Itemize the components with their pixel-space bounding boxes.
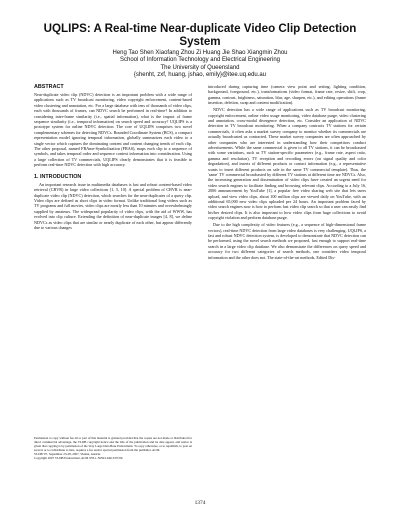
author-emails: {shenht, zxf, huang, jshao, emily}@itee.uq.edu.au	[133, 72, 267, 79]
right-column	[208, 84, 366, 262]
page-number: 1374	[194, 500, 206, 506]
body-paragraph-1: introduced during capturing time (camera view point and setting, lighting condition, background, foreground, etc.), transformations (video format, frame rate, resize, shift, crop, gamma, contrast, brightness, saturation, blur, age, sharpen, etc.), and editing operations (frame insertion, deletion, swap and content modification).	[208, 84, 366, 106]
introduction-paragraph: An important research issue in multimedia databases is fast and robust content-based video retrieval (CBVR) in large video collections [1, 5, 10]. A special problem of CBVR is near-duplicate video clip (NDVC) detection, which searches for the near-duplicates of a query clip. Video clips are defined as short clips in video format. Unlike traditional long videos such as TV programs and full movies, video clips are mostly less than 10 minutes and overwhelmingly supplied by amateurs. The widespread popularity of video clips, with the aid of WWW, has evolved into clip culture. Extending the definition of near-duplicate images [4, 8], we define NDVCs as video clips that are similar or nearly duplicate of each other, but appear differently due to various changes	[34, 181, 192, 230]
conference-line: VLDB '07, September 23-28, 2007, Vienna, Austria.	[34, 452, 101, 457]
affiliation-department: School of Information Technology and Electrical Engineering	[120, 57, 280, 64]
affiliation-university: The University of Queensland	[160, 64, 240, 71]
body-paragraph-2: NDVC detection has a wide range of applications such as TV broadcast monitoring, copyright enforcement, online video usage monitoring, video database purge, video clustering and annotation, cross-modal divergence detection, etc. Consider an application of NDVC detection in TV broadcast monitoring. When a company contracts TV stations for certain commercials, it often asks a market survey company to monitor whether its commercials are actually broadcasted as contracted. These market survey companies are often approached by other companies who are interested in understanding how their competitors conduct advertisements. While the same commercial is given to all TV stations, it can be broadcasted with some variations, such as TV station-specific parameters (e.g., frame rate, aspect ratio, gamma and resolution), TV reception and recording errors (on signal quality and color degradation), and inserts of different products or contact information (e.g., a representative wants to insert different products on sale in the same TV commercial template). Thus, the 'same' TV commercial broadcasted by different TV stations at different time are NDVCs. Also, the increasing generation and dissemination of video clips have created an urgent need for video search engines to facilitate finding and browsing relevant clips. According to a July 16, 2006 announcement by YouTube [1], a popular free video sharing web site that lets users upload, and view video clips, about 100 million clips are viewed daily on YouTube, with an additional 65,000 new video clips uploaded per 24 hours. An important problem faced by video search engines now is how to perform fast video clip search so that a user can easily find his/her desired clips. It is also important to how video clips from huge collections to avoid copyright violation and perform database purge.	[208, 107, 366, 221]
introduction-heading: 1. INTRODUCTION	[34, 173, 82, 180]
paper-title: UQLIPS: A Real-time Near-duplicate Video Clip Detection System	[43, 22, 357, 48]
permission-notice: Permission to copy without fee all or part of this material is granted provided that the copies are not made or distributed for direct commercial advantage, the VLDB copyright notice and the title of the publication and its date appear, and notice is given that copying is by permission of the Very Large Data Base Endowment. To copy otherwise, or to republish, to post on servers or to redistribute to lists, requires a fee and/or special permission from the publisher, ACM.	[34, 436, 192, 453]
copyright-line: Copyright 2007 VLDB Endowment, ACM 978-1-59593-649-3/07/09.	[34, 456, 124, 461]
abstract-body: Near-duplicate video clip (NDVC) detection is an important problem with a wide range of applications such as TV broadcast monitoring, video copyright enforcement, content-based video clustering and annotation, etc. For a large database with tens of thousands of video clips, each with thousands of frames, can NDVC search be performed in real-time? In addition to considering inter-frame similarity (i.e., spatial information), what is the impact of frame sequence similarity (i.e., temporal information) on search speed and accuracy? UQLIPS is a prototype system for online NDVC detection. The core of UQLIPS comprises two novel complementary schemes for detecting NDVCs. Bounded Coordinate System (BCS), a compact representation model ignoring temporal information, globally summarizes each video to a single vector which captures the dominating content and content changing trends of each clip. The other proposal, named FRAme-Symbolization (FRAS), maps each clip to a sequence of symbols, and takes temporal order and sequence context information into consideration. Using a large collection of TV commercials, UQLIPS clearly demonstrates that it is feasible to perform real-time NDVC detection with high accuracy.	[34, 92, 192, 168]
copyright-footnote	[34, 436, 192, 461]
author-block	[40, 50, 360, 80]
left-column	[34, 84, 192, 232]
abstract-heading: ABSTRACT	[34, 84, 64, 90]
body-paragraph-3: Due to the high complexity of video features (e.g., a sequence of high-dimensional frame vectors), real-time NDVC detection from large video databases is very challenging. UQLIPS, a fast and robust NDVC detection system, is developed to demonstrate that NDVC detection can be performed, using the novel search methods we proposed, fast enough to support real-time search in a large video clip database. We also demonstrate the differences on query speed and accuracy for two different categories of search methods, one considers video temporal information and the other does not. The state-of-the-art methods, Edited Dis-	[208, 222, 366, 260]
author-names: Heng Tao Shen Xiaofang Zhou Zi Huang Jie Shao Xiangmin Zhou	[112, 50, 288, 56]
